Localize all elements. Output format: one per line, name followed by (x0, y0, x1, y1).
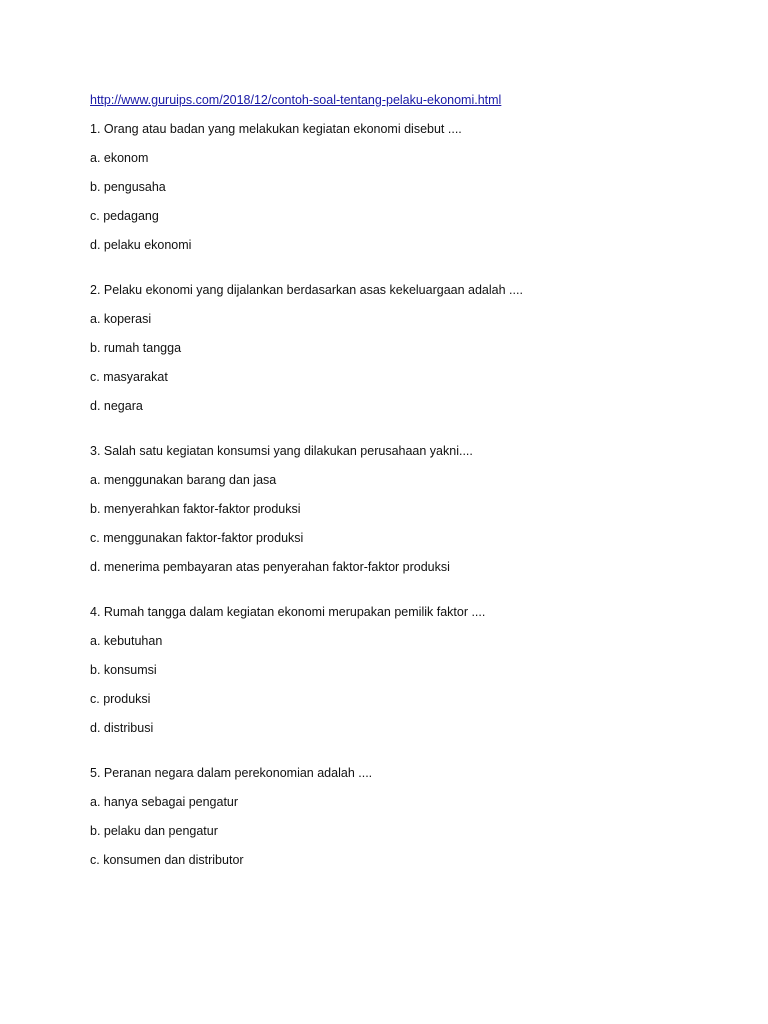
answer-option: a. ekonom (90, 151, 149, 165)
question-block-1 (90, 121, 730, 253)
answer-option: b. rumah tangga (90, 341, 182, 355)
answer-option: b. pelaku dan pengatur (90, 824, 218, 838)
question-block-4 (90, 604, 730, 736)
document-content (90, 92, 730, 881)
answer-option: a. hanya sebagai pengatur (90, 795, 239, 809)
answer-option: a. menggunakan barang dan jasa (90, 473, 277, 487)
answer-option: b. pengusaha (90, 180, 166, 194)
question-block-5 (90, 765, 730, 868)
answer-option: a. koperasi (90, 312, 152, 326)
answer-option: c. menggunakan faktor-faktor produksi (90, 531, 304, 545)
answer-option: b. konsumsi (90, 663, 157, 677)
question-block-3 (90, 443, 730, 575)
source-link[interactable]: http://www.guruips.com/2018/12/contoh-soal-tentang-pelaku-ekonomi.html (90, 93, 502, 107)
answer-option: c. produksi (90, 692, 151, 706)
question-text: 5. Peranan negara dalam perekonomian adalah .... (90, 766, 373, 780)
answer-option: b. menyerahkan faktor-faktor produksi (90, 502, 301, 516)
answer-option: a. kebutuhan (90, 634, 163, 648)
answer-option: d. pelaku ekonomi (90, 238, 192, 252)
question-block-2 (90, 282, 730, 414)
answer-option: d. negara (90, 399, 143, 413)
question-text: 4. Rumah tangga dalam kegiatan ekonomi merupakan pemilik faktor .... (90, 605, 486, 619)
answer-option: c. masyarakat (90, 370, 168, 384)
answer-option: c. pedagang (90, 209, 159, 223)
answer-option: d. distribusi (90, 721, 154, 735)
answer-option: d. menerima pembayaran atas penyerahan faktor-faktor produksi (90, 560, 450, 574)
question-text: 1. Orang atau badan yang melakukan kegiatan ekonomi disebut .... (90, 122, 462, 136)
question-text: 3. Salah satu kegiatan konsumsi yang dilakukan perusahaan yakni.... (90, 444, 473, 458)
answer-option: c. konsumen dan distributor (90, 853, 244, 867)
question-text: 2. Pelaku ekonomi yang dijalankan berdasarkan asas kekeluargaan adalah .... (90, 283, 523, 297)
